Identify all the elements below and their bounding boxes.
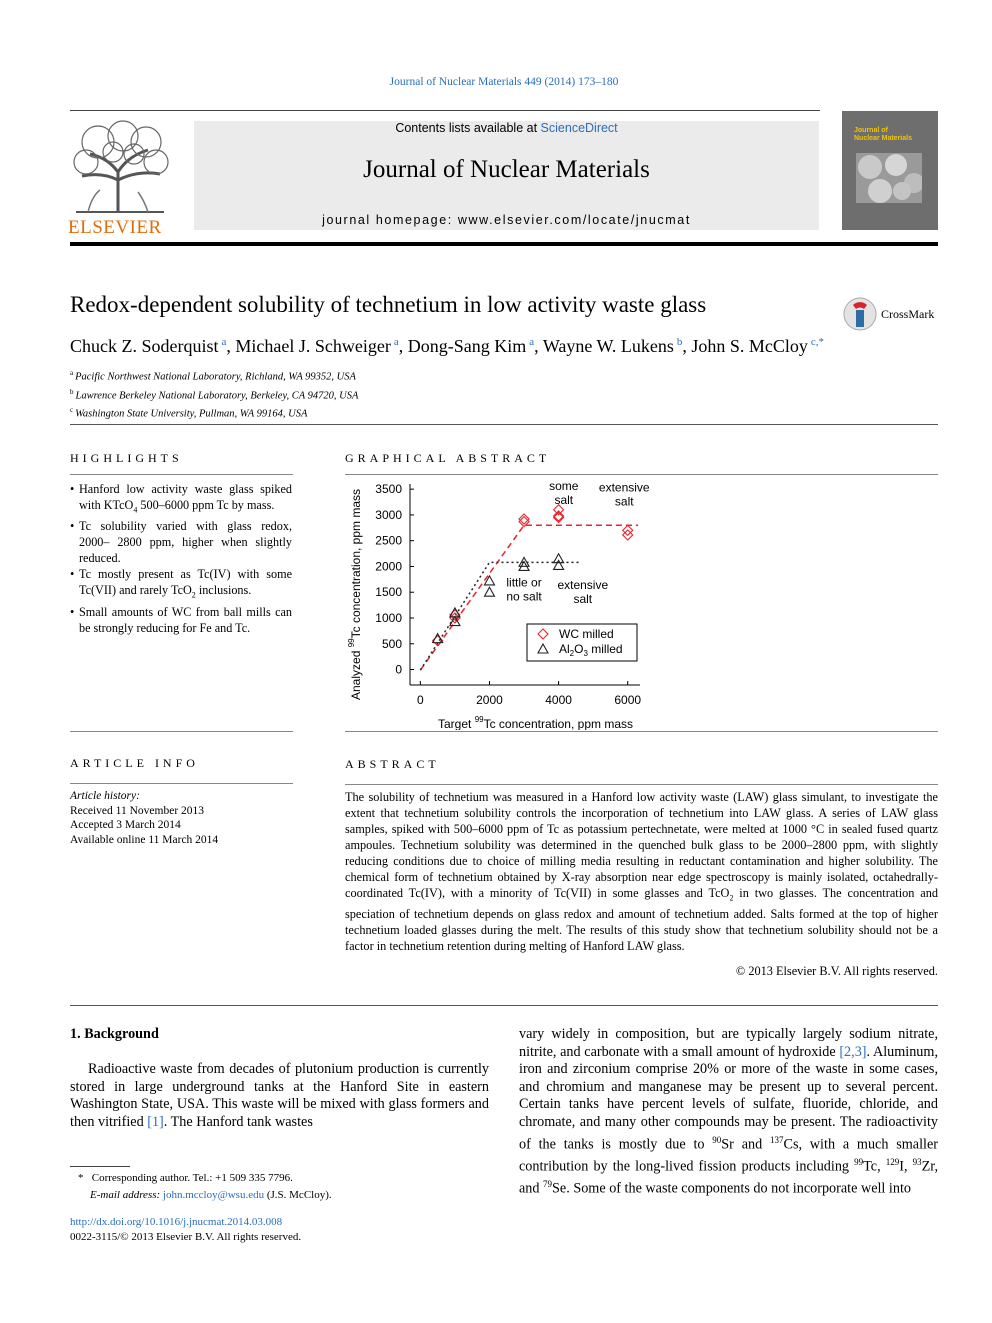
author-name: Wayne W. Lukens	[542, 336, 674, 356]
chart-annotation-line: salt	[614, 494, 634, 509]
legend-label-post: milled	[587, 642, 623, 656]
highlights-rule	[70, 474, 293, 475]
x-axis-label-sup: 99	[474, 715, 484, 724]
highlight-item	[70, 518, 292, 566]
abstract-p1-sub: 2	[729, 893, 734, 903]
y-axis-label-sup: 99	[347, 638, 356, 648]
y-tick-label: 0	[395, 662, 402, 677]
y-tick-label: 500	[381, 636, 402, 651]
journal-homepage[interactable]: journal homepage: www.elsevier.com/locate/jnucmat	[322, 213, 691, 227]
se-text: Se. Some of the waste components do not incorporate well into	[552, 1180, 911, 1197]
affiliation	[70, 385, 358, 404]
author-affil-sup[interactable]: a	[529, 336, 535, 348]
article-history-label: Article history:	[70, 790, 140, 802]
header-bottom-rule	[70, 242, 938, 246]
author-separator: ,	[398, 336, 408, 356]
y-axis-label-post: Tc concentration, ppm mass	[349, 488, 363, 639]
graphical-abstract-rule	[345, 474, 938, 475]
chart-annotation-line: salt	[573, 592, 593, 607]
chart-annotation	[506, 576, 542, 604]
email-label: E-mail address:	[90, 1188, 161, 1201]
i-sup: 129	[885, 1156, 900, 1167]
highlight-item	[70, 481, 292, 518]
legend-label-pre: Al	[559, 642, 570, 656]
email-note	[78, 1188, 332, 1203]
crossmark-icon	[843, 297, 877, 331]
i-text: I,	[899, 1158, 913, 1175]
highlight-text: Tc mostly present as Tc(IV) with some Tc(VII) and rarely TcO	[79, 567, 292, 598]
graphical-abstract-chart	[340, 478, 660, 730]
x-axis-label-post: Tc concentration, ppm mass	[483, 717, 633, 730]
body-right-a: vary widely in composition, but are typically largely sodium nitrate, nitrite, and carbonate with a small amount of hydroxide	[519, 1026, 938, 1060]
x-tick-label: 4000	[545, 693, 572, 707]
cs-sup: 137	[769, 1134, 784, 1145]
graphical-abstract-bottom-rule	[345, 731, 938, 732]
body-left-paragraph	[70, 1061, 489, 1131]
chart-annotation	[557, 578, 608, 606]
accepted-date: Accepted 3 March 2014	[70, 819, 181, 831]
elsevier-wordmark: ELSEVIER	[68, 217, 162, 238]
x-axis-label-pre: Target	[438, 717, 475, 730]
abstract-text	[345, 789, 938, 954]
abstract-p1-post: in two glasses. The concentration and speciation of technetium depends on glass redox and amount of technetium added. Salts formed at the top of higher technetium loaded glasses during the melt. The results of this study show that technetium solubility should not be a factor in technetium retention during melting of Hanford LAW glass.	[345, 886, 939, 954]
author-affil-sup[interactable]: a	[221, 336, 227, 348]
title-bottom-rule	[70, 424, 938, 425]
footnote	[78, 1171, 332, 1202]
author-name: Chuck Z. Soderquist	[70, 336, 219, 356]
author-affil-sup[interactable]: c,*	[810, 336, 825, 348]
chart-annotation-line: extensive	[598, 480, 650, 495]
chart-annotation-line: some	[549, 479, 579, 494]
highlight-sub: 4	[133, 505, 138, 515]
highlight-text-post: 500–6000 ppm Tc by mass.	[137, 498, 275, 512]
highlight-text: Hanford low activity waste glass spiked with KTcO	[79, 482, 292, 512]
sciencedirect-link[interactable]: ScienceDirect	[540, 121, 618, 135]
x-tick-label: 2000	[476, 693, 503, 707]
chart-annotation-line: salt	[554, 493, 574, 508]
author-separator: ,	[682, 336, 692, 356]
y-tick-label: 3000	[375, 507, 402, 522]
sr-sup: 90	[712, 1134, 722, 1145]
cs-text: Cs, with a much smaller contribution by the long-lived fission products including	[519, 1136, 938, 1175]
affiliation-text: Pacific Northwest National Laboratory, Richland, WA 99352, USA	[75, 371, 356, 383]
crossmark-badge[interactable]	[843, 297, 934, 331]
cover-title	[854, 127, 912, 143]
article-info-heading: ARTICLE INFO	[70, 756, 199, 770]
y-axis-label	[347, 489, 363, 700]
issn-copyright: 0022-3115/© 2013 Elsevier B.V. All rights reserved.	[70, 1231, 302, 1243]
footnote-marker: *	[78, 1172, 84, 1184]
y-tick-label: 2000	[375, 559, 402, 574]
abstract-p1: The solubility of technetium was measured in a Hanford low activity waste (LAW) glass simulant, to investigate the extent that technetium solubility controls the incorporation of technetium into LAW glass. A series of LAW glass samples, spiked with 500–6000 ppm of Tc as potassium pertechnetate, were melted at 1000 °C in sealed fused quartz ampoules. Technetium solubility was determined in the quenched bulk glass to be 2000–2800 ppm, with slightly reducing conditions due to choice of milling media resulting in reductant contamination and higher solubility. The chemical form of technetium obtained by X-ray absorption near edge spectroscopy is mainly isolated, octahedrally-coordinated Tc(IV), with a minority of Tc(VII) in some glasses and TcO	[345, 790, 938, 900]
y-axis-label-pre: Analyzed	[349, 647, 363, 701]
y-tick-label: 1000	[375, 611, 402, 625]
abstract-heading: ABSTRACT	[345, 757, 440, 771]
chart-annotation	[549, 479, 579, 507]
zr-sup: 93	[912, 1156, 922, 1167]
elsevier-logo[interactable]	[68, 120, 172, 238]
journal-citation[interactable]: Journal of Nuclear Materials 449 (2014) 173–180	[389, 76, 619, 88]
article-history	[70, 789, 218, 847]
author-separator: ,	[226, 336, 236, 356]
author-affil-sup[interactable]: b	[676, 336, 683, 348]
legend-label	[559, 642, 623, 658]
highlights-heading: HIGHLIGHTS	[70, 451, 183, 465]
chart-annotation-line: little or	[506, 575, 542, 590]
author-separator: ,	[534, 336, 543, 356]
zr-text: Zr, and	[519, 1158, 938, 1197]
highlight-item	[70, 604, 292, 636]
section-heading-background: 1. Background	[70, 1026, 159, 1042]
legend-label-sub: 2	[569, 649, 575, 658]
y-tick-label: 2500	[375, 533, 402, 548]
y-tick-label: 1500	[375, 585, 402, 600]
cover-title-line2: Nuclear Materials	[854, 135, 912, 142]
legend-label-pre: WC milled	[559, 627, 614, 641]
header-top-rule	[70, 110, 820, 111]
body-right-paragraph	[519, 1026, 938, 1199]
author-name: Dong-Sang Kim	[407, 336, 527, 356]
author-list	[70, 336, 824, 357]
doi-link[interactable]: http://dx.doi.org/10.1016/j.jnucmat.2014.03.008	[70, 1216, 283, 1228]
affiliation-list	[70, 366, 358, 422]
highlights-list	[70, 481, 292, 636]
online-date: Available online 11 March 2014	[70, 833, 219, 846]
corresponding-author-note	[78, 1171, 332, 1186]
ref-1-link[interactable]: [1]	[147, 1113, 164, 1130]
al2o3-milled-point	[484, 587, 494, 596]
contents-prefix: Contents lists available at	[395, 121, 538, 135]
footnote-rule	[70, 1166, 130, 1167]
affiliation	[70, 403, 358, 422]
highlight-text: Tc solubility varied with glass redox, 2000– 2800 ppm, higher when slightly reduced.	[79, 519, 292, 566]
author-name: Michael J. Schweiger	[235, 336, 391, 356]
received-date: Received 11 November 2013	[70, 804, 205, 817]
body-right-b: . Aluminum, iron and zirconium comprise 20% or more of the waste in some cases, and chromium and manganese may be present up to several percent. Certain tanks have percent levels of sulfate, fluoride, chloride, and chromate, and many other compounds may be present. The radioactivity of the tanks is mostly due to	[519, 1043, 938, 1153]
elsevier-tree-icon	[68, 120, 172, 216]
affiliation-text: Washington State University, Pullman, WA 99164, USA	[75, 408, 308, 420]
se-sup: 79	[543, 1179, 553, 1190]
article-info-top-rule	[70, 731, 293, 732]
author-name: John S. McCloy	[691, 336, 808, 356]
cover-image	[856, 153, 922, 203]
journal-title: Journal of Nuclear Materials	[363, 156, 650, 183]
affiliation	[70, 366, 358, 385]
sr-text: Sr and	[721, 1136, 770, 1153]
highlight-text-post: inclusions.	[195, 583, 252, 598]
body-left-b: . The Hanford tank wastes	[163, 1113, 313, 1130]
corresponding-text: Corresponding author. Tel.: +1 509 335 7796.	[91, 1172, 293, 1184]
tc-sup: 99	[854, 1156, 864, 1167]
x-tick-label: 6000	[614, 693, 642, 707]
article-title: Redox-dependent solubility of technetium in low activity waste glass	[70, 292, 707, 317]
chart-annotation-line: no salt	[506, 589, 542, 604]
legend-label	[559, 627, 614, 641]
front-matter-bottom-rule	[70, 1005, 938, 1006]
graphical-abstract-heading: GRAPHICAL ABSTRACT	[345, 451, 551, 465]
abstract-rule	[345, 784, 938, 785]
affiliation-sup: b	[70, 387, 74, 396]
tc-text: Tc,	[863, 1158, 886, 1175]
journal-cover[interactable]	[842, 111, 938, 230]
x-tick-label: 0	[417, 693, 424, 707]
highlight-sub: 2	[191, 590, 196, 600]
chart-annotation-line: extensive	[557, 578, 609, 593]
affiliation-sup: c	[70, 406, 74, 414]
x-axis-label	[438, 715, 633, 730]
highlight-text: Small amounts of WC from ball mills can be strongly reducing for Fe and Tc.	[79, 604, 292, 635]
email-owner: (J.S. McCloy).	[266, 1188, 332, 1201]
highlight-item	[70, 566, 292, 603]
affiliation-text: Lawrence Berkeley National Laboratory, Berkeley, CA 94720, USA	[75, 390, 359, 401]
y-tick-label: 3500	[375, 482, 402, 497]
abstract-copyright: © 2013 Elsevier B.V. All rights reserved.	[735, 964, 938, 978]
affiliation-sup: a	[70, 369, 74, 377]
legend-label-mid: O	[574, 642, 584, 656]
crossmark-label: CrossMark	[881, 306, 935, 321]
legend-label-sub2: 3	[583, 649, 588, 658]
author-affil-sup[interactable]: a	[393, 336, 399, 348]
article-info-rule	[70, 783, 293, 784]
contents-availability	[194, 121, 819, 135]
ref-2-3-link[interactable]: [2,3]	[839, 1043, 867, 1060]
email-link[interactable]: john.mccloy@wsu.edu	[162, 1188, 265, 1201]
cover-title-line1: Journal of	[854, 127, 888, 134]
chart-annotation	[599, 481, 650, 509]
body-left-a: Radioactive waste from decades of plutonium production is currently stored in large underground tanks at the Hanford Site in eastern Washington State, USA. This waste will be mixed with glass formers and then vitrified	[70, 1061, 489, 1130]
